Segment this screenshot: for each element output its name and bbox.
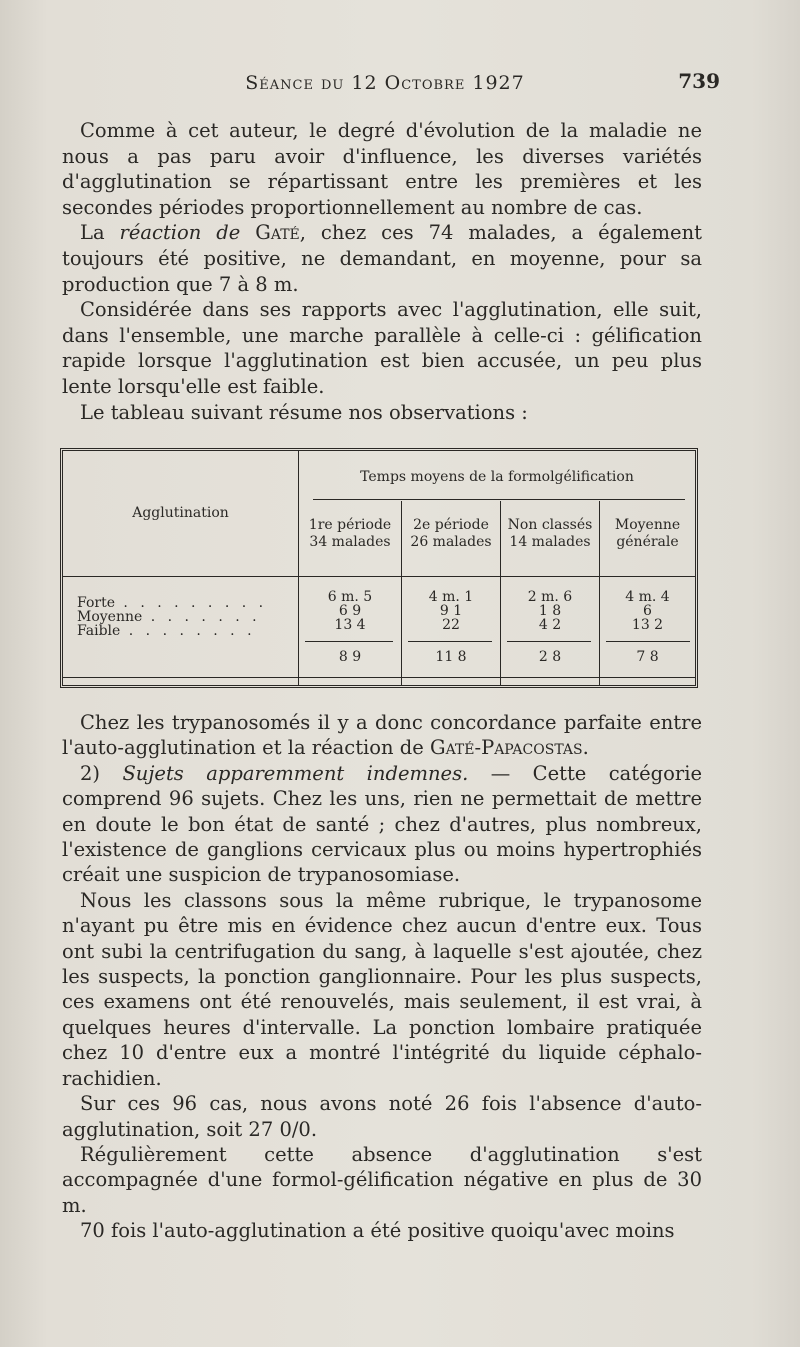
paragraph: Régulièrement cette absence d'agglutination s'est accompagnée d'une formol-gélification négative en plus de 30 m. [62,1142,702,1217]
author-name: Gaté [240,221,300,245]
paragraph: Nous les classons sous la même rubrique, le trypanosome n'ayant pu être mis en évidence chez aucun d'entre eux. Tous ont subi la centrifugation du sang, à laquelle s'est ajoutée, chez les suspects, la ponction ganglionnaire. Pour les plus suspects, ces examens ont été renouvelés, mais seulement, il est vrai, à quelques heures d'intervalle. La ponction lombaire pratiquée chez 10 d'entre eux a montré l'intégrité du liquide céphalo-rachidien. [62,888,702,1090]
total-cell: 8 9 [338,649,362,665]
paragraph [62,220,702,297]
results-table [60,448,698,688]
paragraph: Sur ces 96 cas, nous avons noté 26 fois l'absence d'auto-agglutination, soit 27 0/0. [62,1092,702,1141]
column-header: Non classés 14 malades [507,517,593,550]
total-rule [408,641,492,642]
group-header: Temps moyens de la formolgélification [360,469,634,485]
row-label: Faible . . . . . . . . [77,623,256,639]
total-rule [507,641,591,642]
paragraph: 2) Sujets apparemment indemnes. — Cette catégorie comprend 96 sujets. Chez les uns, rien ne permettait de mettre en doute le bon état de santé ; chez d'autres, plus nombreux, l'existence de ganglions cervicaux plus ou moins hypertrophiés créait une suspicion de trypanosomiase. [62,761,702,887]
paragraph: Considérée dans ses rapports avec l'agglutination, elle suit, dans l'ensemble, une marche parallèle à celle-ci : gélification rapide lorsque l'agglutination est bien accusée, un peu plus lente lorsqu'elle est faible. [62,298,702,398]
italic-text: réaction de [119,221,241,245]
running-header [60,69,720,102]
paragraph: 70 fois l'auto-agglutination a été positive quoiqu'avec moins [80,1219,675,1243]
table-rule [63,576,695,577]
row-label: Moyenne . . . . . . . [77,609,261,625]
section-heading: Sujets apparemment indemnes. [122,761,469,785]
total-cell: 7 8 [636,649,659,665]
total-cell: 11 8 [435,649,467,665]
table-rule [63,677,695,678]
row-header: Agglutination [132,505,229,521]
table-cell-column: 4 m. 1 9 1 22 [428,589,474,633]
table-rule [313,499,685,500]
paragraph: Chez les trypanosomés il y a donc concordance parfaite entre l'auto-agglutination et la réaction de Gaté-Papacostas. [62,711,702,760]
table-cell-column: 4 m. 4 6 13 2 [625,589,670,633]
paragraph: Comme à cet auteur, le degré d'évolution de la maladie ne nous a pas paru avoir d'influence, les diverses variétés d'agglutination se répartissant entre les premières et les secondes périodes proportionnellement au nombre de cas. [62,119,702,219]
paragraph: Le tableau suivant résume nos observations : [80,400,528,424]
author-name: Gaté-Papacostas [430,736,583,760]
column-header: 1re période 34 malades [308,517,392,550]
text-block-upper [62,118,702,425]
table-cell-column: 2 m. 6 1 8 4 2 [527,589,573,633]
table-cell-column: 6 m. 5 6 9 13 4 [327,589,373,633]
column-header: 2e période 26 malades [410,517,492,550]
total-rule [606,641,690,642]
text-span: , chez ces 74 malades, a également toujours été positive, ne demandant, en moyenne, pour sa production que 7 à 8 m. [62,221,702,296]
row-label: Forte . . . . . . . . . [77,595,268,611]
page-number: 739 [678,69,720,93]
text-span: La [80,221,120,245]
total-rule [305,641,393,642]
header-title: Séance du 12 Octobre 1927 [245,72,525,94]
column-header: Moyenne générale [614,517,681,550]
text-block-lower [62,710,702,1244]
total-cell: 2 8 [538,649,562,665]
